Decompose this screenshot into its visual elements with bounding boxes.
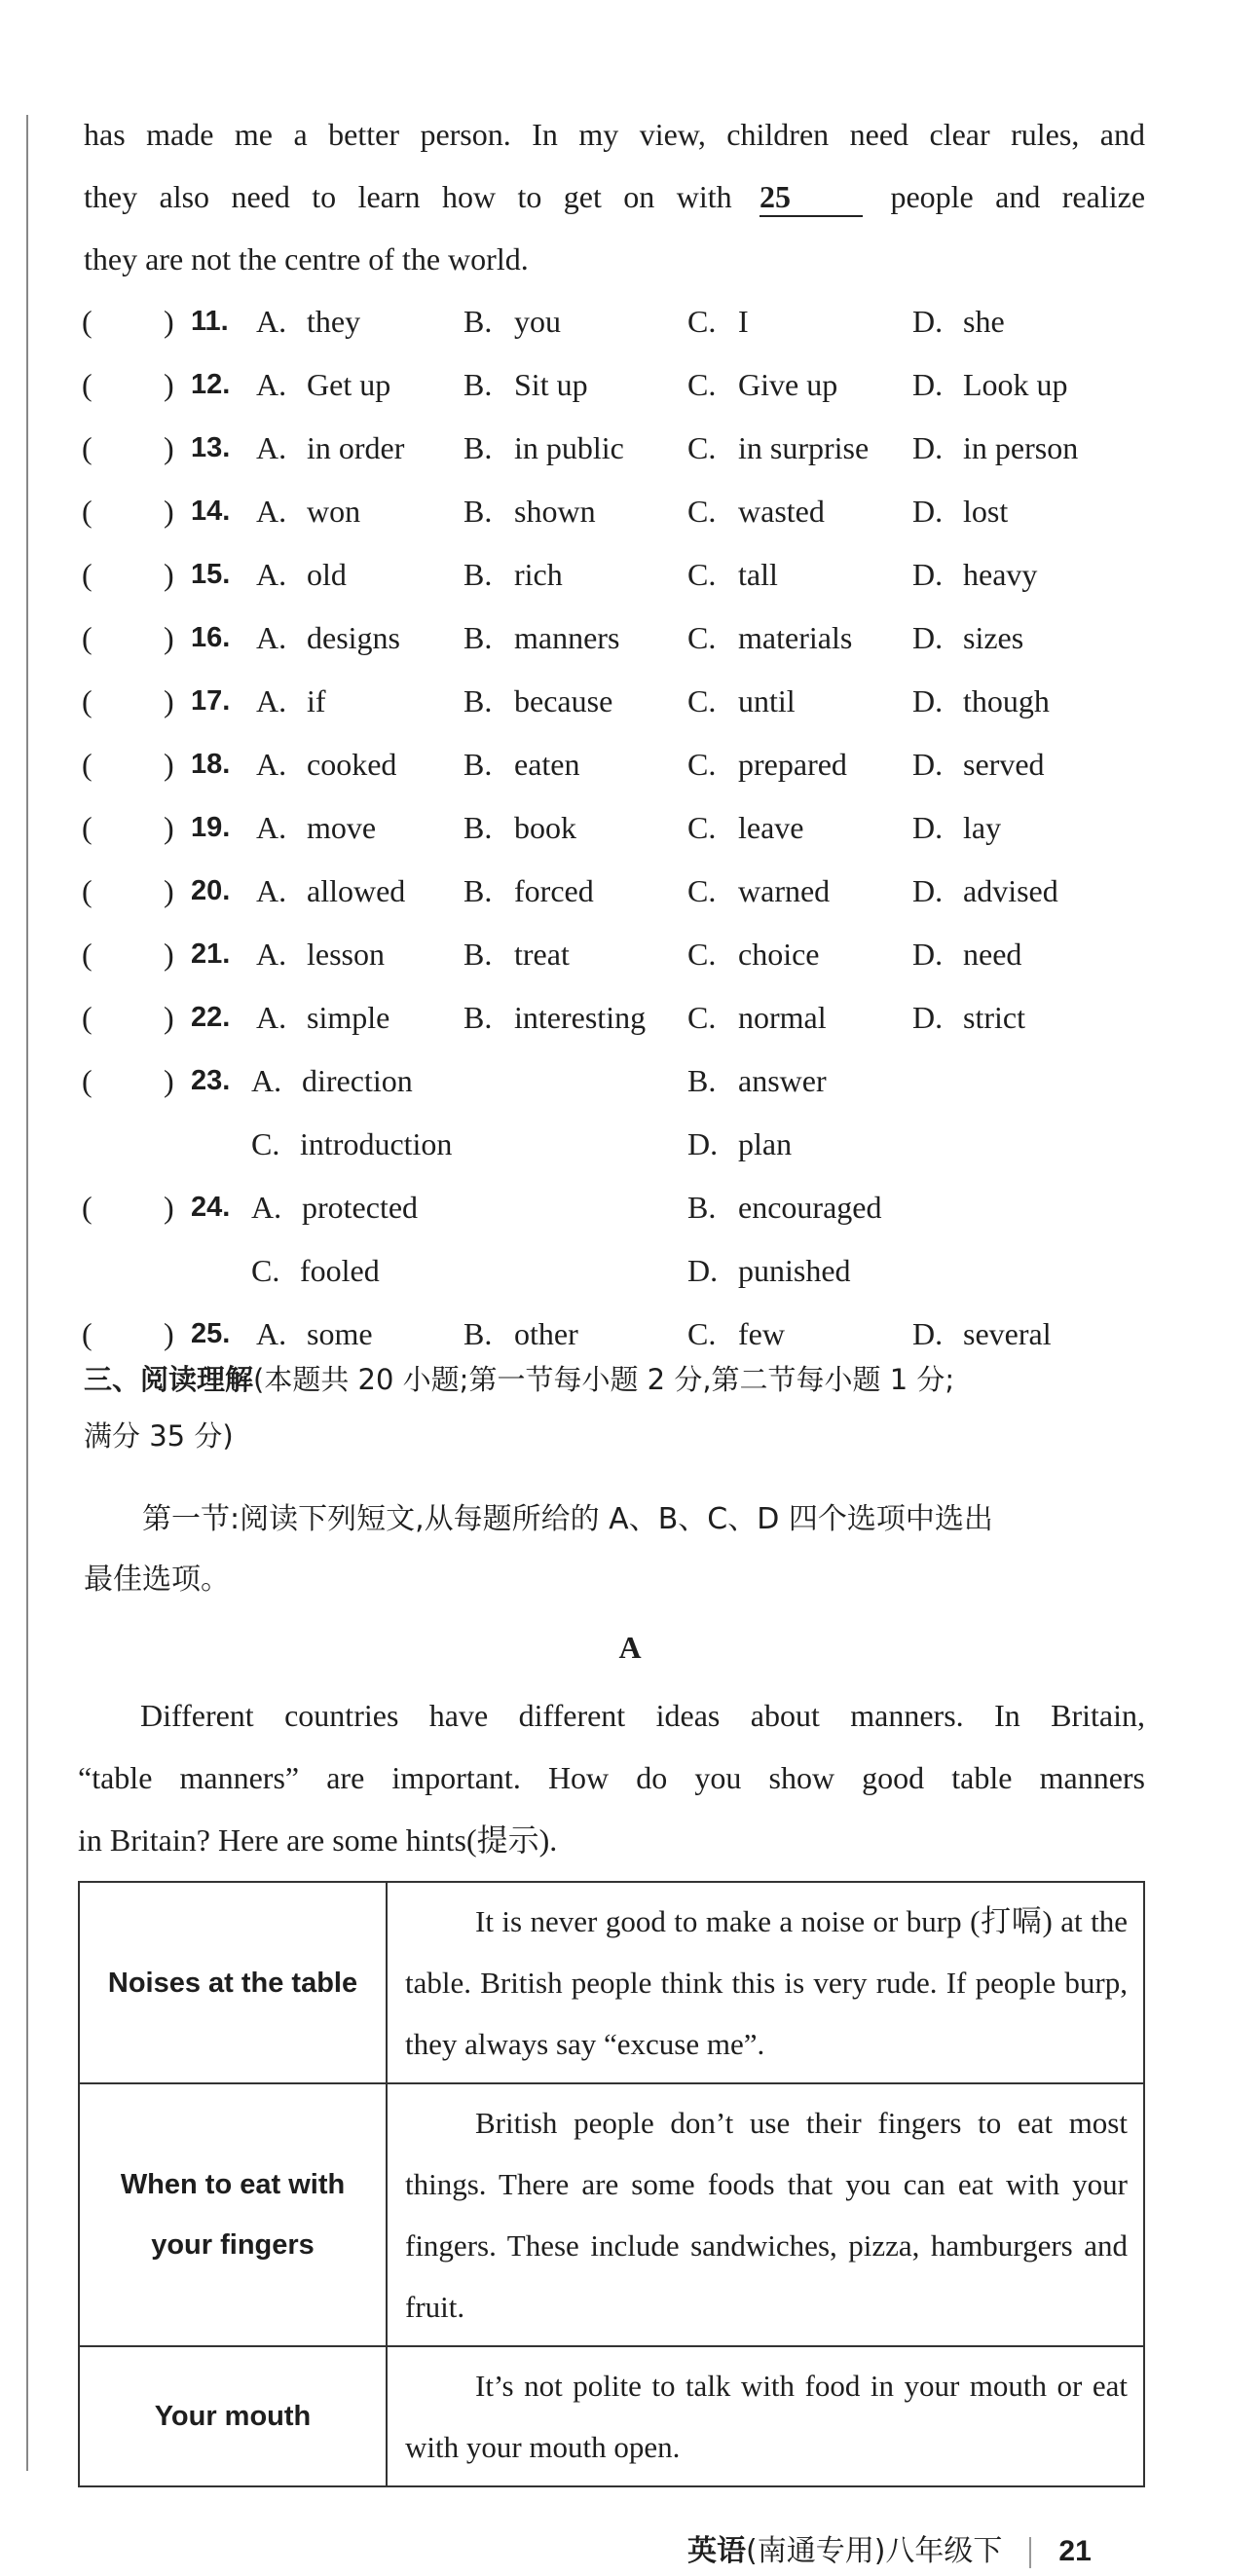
option-d: D. advised xyxy=(912,873,1058,908)
section-scoring-note: (本题共 20 小题;第一节每小题 2 分,第二节每小题 1 分; xyxy=(253,1363,955,1396)
answer-paren-close: ) xyxy=(164,1000,174,1035)
passage-label: A xyxy=(618,1630,642,1665)
option-c: C. prepared xyxy=(687,747,847,782)
answer-paren-open: ( xyxy=(82,1000,93,1035)
answer-paren-close: ) xyxy=(164,367,174,402)
part-instructions xyxy=(84,1490,1145,1610)
option-a: A. some xyxy=(256,1316,373,1351)
option-b: B. you xyxy=(463,304,561,339)
question-number: 25. xyxy=(191,1318,231,1349)
option-c: C. Give up xyxy=(687,367,838,402)
answer-paren-open: ( xyxy=(82,937,93,972)
margin-rule xyxy=(26,115,28,2471)
answer-paren-close: ) xyxy=(164,937,174,972)
option-d: D. need xyxy=(912,937,1022,972)
option-a: A. protected xyxy=(251,1190,419,1225)
hints-row xyxy=(79,1882,1144,2083)
hints-table xyxy=(78,1881,1145,2487)
answer-paren-close: ) xyxy=(164,1316,174,1351)
answer-paren-open: ( xyxy=(82,367,93,402)
option-a: A. if xyxy=(256,683,326,718)
option-c: C. warned xyxy=(687,873,831,908)
answer-paren-open: ( xyxy=(82,1190,93,1225)
answer-paren-open: ( xyxy=(82,304,93,339)
section-title: 三、阅读理解 xyxy=(84,1363,254,1396)
answer-paren-open: ( xyxy=(82,430,93,465)
option-c: C. until xyxy=(687,683,796,718)
question-row xyxy=(78,733,1159,796)
hints-row xyxy=(79,2083,1144,2346)
option-b: B. encouraged xyxy=(687,1190,882,1225)
answer-paren-open: ( xyxy=(82,747,93,782)
answer-paren-close: ) xyxy=(164,1190,174,1225)
page-number: 21 xyxy=(1058,2535,1092,2567)
answer-paren-close: ) xyxy=(164,620,174,655)
question-number: 13. xyxy=(191,432,231,463)
option-b: B. answer xyxy=(687,1063,827,1098)
option-d: D. served xyxy=(912,747,1045,782)
hints-row xyxy=(79,2346,1144,2486)
question-row-24 xyxy=(78,1176,1159,1239)
option-d: D. in person xyxy=(912,430,1079,465)
question-row xyxy=(78,480,1159,543)
question-number: 19. xyxy=(191,812,231,843)
answer-paren-open: ( xyxy=(82,873,93,908)
question-number: 16. xyxy=(191,622,231,653)
option-b: B. interesting xyxy=(463,1000,647,1035)
question-row xyxy=(78,923,1159,986)
question-number: 17. xyxy=(191,685,231,717)
option-b: B. book xyxy=(463,810,576,845)
option-a: A. Get up xyxy=(256,367,391,402)
hint-text: It’s not polite to talk with food in your mouth or eat with your mouth open. xyxy=(387,2346,1144,2486)
passage-line-2: “table manners” are important. How do you show good table manners xyxy=(78,1760,1145,1795)
option-b: B. in public xyxy=(463,430,624,465)
answer-paren-close: ) xyxy=(164,557,174,592)
option-c: C. in surprise xyxy=(687,430,870,465)
question-number: 20. xyxy=(191,875,231,906)
option-b: B. eaten xyxy=(463,747,580,782)
option-a: A. simple xyxy=(256,1000,390,1035)
option-d: D. plan xyxy=(687,1126,793,1161)
option-b: B. other xyxy=(463,1316,578,1351)
answer-paren-close: ) xyxy=(164,494,174,529)
option-d: D. strict xyxy=(912,1000,1025,1035)
option-a: A. they xyxy=(256,304,361,339)
question-number: 14. xyxy=(191,496,231,527)
option-c: C. few xyxy=(687,1316,785,1351)
question-row xyxy=(78,860,1159,923)
answer-paren-close: ) xyxy=(164,747,174,782)
option-b: B. forced xyxy=(463,873,594,908)
option-d: D. lost xyxy=(912,494,1009,529)
answer-paren-close: ) xyxy=(164,430,174,465)
question-row xyxy=(78,543,1159,607)
answer-paren-close: ) xyxy=(164,873,174,908)
answer-paren-open: ( xyxy=(82,810,93,845)
question-row xyxy=(78,353,1159,417)
question-list xyxy=(78,290,1159,1366)
question-number: 24. xyxy=(191,1192,231,1223)
cloze-line-1: has made me a better person. In my view, children need clear rules, and xyxy=(84,117,1145,152)
option-d: D. lay xyxy=(912,810,1002,845)
option-b: B. treat xyxy=(463,937,570,972)
option-d: D. sizes xyxy=(912,620,1024,655)
option-c: C. fooled xyxy=(251,1253,380,1288)
option-d: D. Look up xyxy=(912,367,1068,402)
answer-paren-open: ( xyxy=(82,683,93,718)
option-c: C. leave xyxy=(687,810,804,845)
part-instructions-line-1: 第一节:阅读下列短文,从每题所给的 A、B、C、D 四个选项中选出 xyxy=(142,1502,993,1536)
section-heading xyxy=(84,1351,1155,1464)
question-row-23 xyxy=(78,1049,1159,1113)
option-c: C. I xyxy=(687,304,749,339)
option-b: B. rich xyxy=(463,557,563,592)
option-d: D. heavy xyxy=(912,557,1038,592)
footer-book-title: 英语(南通专用)八年级下 xyxy=(687,2534,1003,2568)
option-a: A. designs xyxy=(256,620,400,655)
option-c: C. normal xyxy=(687,1000,827,1035)
question-row xyxy=(78,670,1159,733)
answer-paren-close: ) xyxy=(164,810,174,845)
option-c: C. choice xyxy=(687,937,820,972)
part-instructions-line-2: 最佳选项。 xyxy=(84,1563,230,1597)
question-number: 12. xyxy=(191,369,231,400)
hint-text: British people don’t use their fingers to eat most things. There are some foods that you can eat with your fingers. These include sandwiches, pizza, hamburgers and fruit. xyxy=(387,2083,1144,2346)
passage-line-1: Different countries have different ideas about manners. In Britain, xyxy=(140,1698,1145,1733)
answer-paren-close: ) xyxy=(164,304,174,339)
option-c: C. materials xyxy=(687,620,853,655)
option-a: A. direction xyxy=(251,1063,413,1098)
option-a: A. won xyxy=(256,494,361,529)
option-c: C. tall xyxy=(687,557,778,592)
question-row xyxy=(78,796,1159,860)
answer-paren-close: ) xyxy=(164,683,174,718)
cloze-line-2 xyxy=(84,166,1145,228)
cloze-line-3: they are not the centre of the world. xyxy=(84,241,529,276)
hint-text: It is never good to make a noise or burp (打嗝) at the table. British people think this is very rude. If people burp, they always say “excuse me”. xyxy=(387,1882,1144,2083)
question-number: 18. xyxy=(191,749,231,780)
question-row xyxy=(78,417,1159,480)
answer-paren-open: ( xyxy=(82,1316,93,1351)
question-row xyxy=(78,986,1159,1049)
option-b: B. shown xyxy=(463,494,596,529)
hint-label: Noises at the table xyxy=(79,1882,387,2083)
option-a: A. move xyxy=(256,810,377,845)
cloze-line-2-after: people and realize xyxy=(890,179,1146,214)
answer-paren-open: ( xyxy=(82,1063,93,1098)
option-d: D. punished xyxy=(687,1253,851,1288)
page-footer xyxy=(687,2527,1092,2576)
answer-paren-open: ( xyxy=(82,620,93,655)
answer-paren-open: ( xyxy=(82,494,93,529)
option-a: A. lesson xyxy=(256,937,385,972)
hint-label: Your mouth xyxy=(79,2346,387,2486)
question-row-24-cont xyxy=(78,1239,1159,1303)
question-row xyxy=(78,607,1159,670)
option-b: B. Sit up xyxy=(463,367,588,402)
cloze-line-2-before: they also need to learn how to get on with xyxy=(84,179,732,214)
question-row-23-cont xyxy=(78,1113,1159,1176)
section-scoring-total: 满分 35 分) xyxy=(84,1419,234,1453)
option-a: A. old xyxy=(256,557,347,592)
cloze-passage-end xyxy=(84,103,1145,290)
hint-label: When to eat with your fingers xyxy=(79,2083,387,2346)
option-c: C. introduction xyxy=(251,1126,453,1161)
question-number: 11. xyxy=(191,306,229,337)
question-number: 15. xyxy=(191,559,231,590)
question-row xyxy=(78,290,1159,353)
option-a: A. in order xyxy=(256,430,405,465)
cloze-blank-25: 25 xyxy=(760,178,863,217)
option-c: C. wasted xyxy=(687,494,825,529)
footer-divider xyxy=(1029,2537,1031,2568)
answer-paren-open: ( xyxy=(82,557,93,592)
simple-questions xyxy=(78,290,1159,1049)
option-a: A. cooked xyxy=(256,747,397,782)
option-d: D. she xyxy=(912,304,1005,339)
option-b: B. manners xyxy=(463,620,620,655)
option-d: D. though xyxy=(912,683,1050,718)
question-number: 23. xyxy=(191,1065,231,1096)
passage-a-intro xyxy=(78,1684,1145,1871)
passage-line-3: in Britain? Here are some hints(提示). xyxy=(78,1822,558,1858)
option-d: D. several xyxy=(912,1316,1052,1351)
option-a: A. allowed xyxy=(256,873,406,908)
question-number: 21. xyxy=(191,938,231,970)
question-number: 22. xyxy=(191,1002,231,1033)
option-b: B. because xyxy=(463,683,613,718)
answer-paren-close: ) xyxy=(164,1063,174,1098)
